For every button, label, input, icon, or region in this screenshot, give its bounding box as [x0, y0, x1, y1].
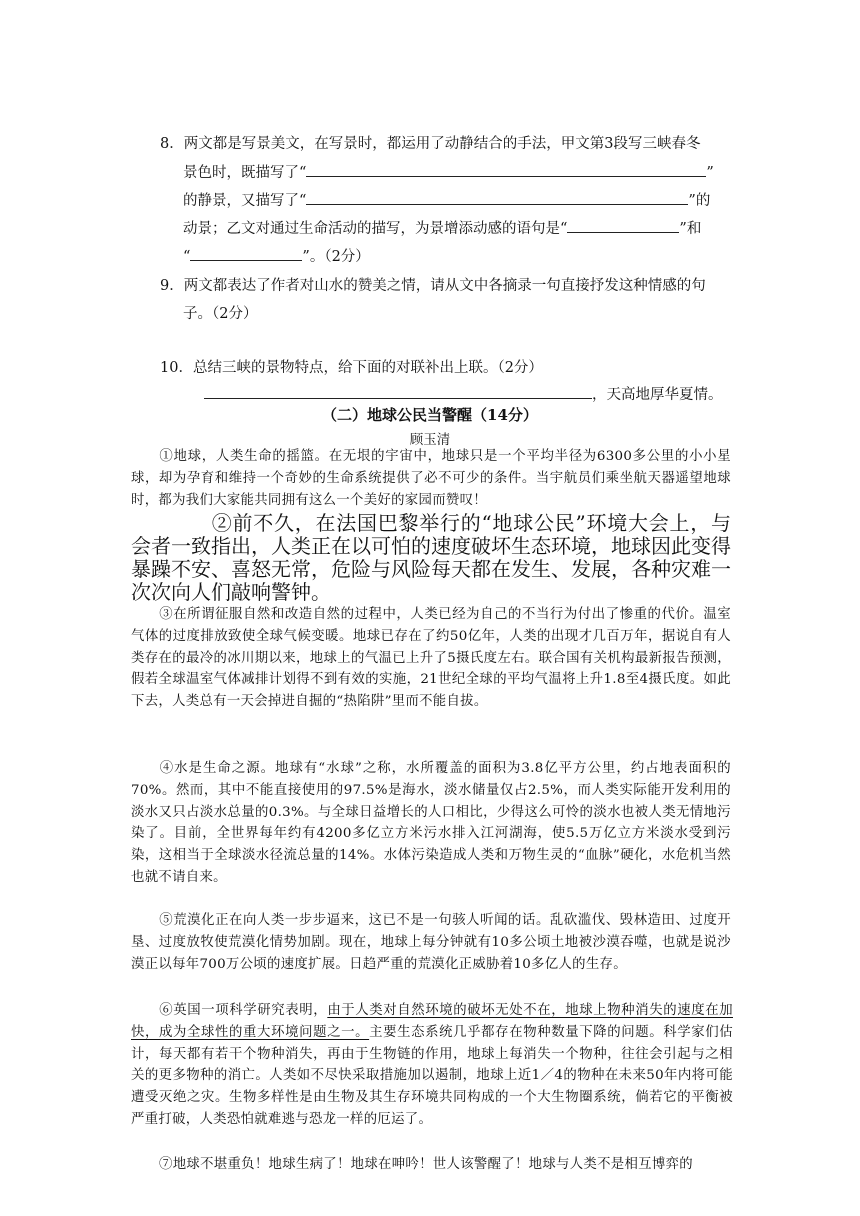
q10-line2: ，天高地厚华夏情。 [204, 380, 723, 409]
answer-blank[interactable] [306, 186, 688, 205]
article-author: 顾玉清 [409, 432, 451, 448]
paragraph-3: ③在所谓征服自然和改造自然的过程中，人类已经为自己的不当行为付出了惨重的代价。温室气体的过度排放致使全球气候变暖。地球已存在了约50亿年，人类的出现才几百万年，据说自有人类存在的最冷的冰川期以来，地球上的气温已上升了5摄氏度左右。联合国有关机构最新报告预测，假若全球温室气体减排计划得不到有效的实施，21世纪全球的平均气温将上升1.8至4摄氏度。如此下去，人类总有一天会掉进自掘的“热陷阱”里而不能自拔。 [131, 607, 731, 710]
paragraph-4: ④水是生命之源。地球有“水球”之称，水所覆盖的面积为3.8亿平方公里，约占地表面积的70%。然而，其中不能直接使用的97.5%是海水，淡水储量仅占2.5%，而人类实际能开发利用的淡水又只占淡水总量的0.3%。与全球日益增长的人口相比，少得这么可怜的淡水也被人类无情地污染了。目前，全世界每年约有4200多亿立方米污水排入江河湖海，使5.5万亿立方米淡水受到污染，这相当于全球淡水径流总量的14%。水体污染造成人类和万物生灵的“血脉”硬化，水危机当然也就不请自来。 [131, 761, 731, 885]
answer-blank[interactable] [204, 380, 592, 399]
q8-line5: “ ”。（2分） [183, 242, 370, 271]
q10-line1: 10．总结三峡的景物特点，给下面的对联补出上联。（2分） [160, 360, 543, 376]
paragraph-7: ⑦地球不堪重负！地球生病了！地球在呻吟！世人该警醒了！地球与人类不是相互博弈的 [159, 1157, 693, 1172]
underlined-sentence: 由于人类对自然环境的破坏无处不在，地球上物种消失的速度在加快，成为全球性的重大环境问题之一。 [131, 1003, 733, 1040]
q9-line2: 子。（2分） [183, 306, 258, 322]
paragraph-6: ⑥英国一项科学研究表明，由于人类对自然环境的破坏无处不在，地球上物种消失的速度在加快，成为全球性的重大环境问题之一。主要生态系统几乎都存在物种数量下降的问题。科学家们估计，每天都有若干个物种消失，再由于生物链的作用，地球上每消失一个物种，往往会引起与之相关的更多物种的消亡。人类如不尽快采取措施加以遏制，地球上近1／4的物种在未来50年内将可能遭受灭绝之灾。生物多样性是由生物及其生存环境共同构成的一个大生物圈系统，倘若它的平衡被严重打破，人类恐怕就难逃与恐龙一样的厄运了。 [131, 1003, 733, 1127]
answer-blank[interactable] [190, 242, 302, 261]
answer-blank[interactable] [567, 214, 679, 233]
paragraph-2: ②前不久，在法国巴黎举行的“地球公民”环境大会上，与会者一致指出，人类正在以可怕的速度破坏生态环境，地球因此变得暴躁不安、喜怒无常，危险与风险每天都在发生、发展，各种灾难一次次向人们敲响警钟。 [131, 511, 731, 604]
q8-line2: 景色时，既描写了“ ” [183, 158, 714, 187]
paragraph-5: ⑤荒漠化正在向人类一步步逼来，这已不是一句骇人听闻的话。乱砍滥伐、毁林造田、过度开垦、过度放牧使荒漠化情势加剧。现在，地球上每分钟就有10多公顷土地被沙漠吞噬，也就是说沙漠正以每年700万公顷的速度扩展。日趋严重的荒漠化正威胁着10多亿人的生存。 [131, 913, 731, 972]
q9-line1: 9．两文都表达了作者对山水的赞美之情，请从文中各摘录一句直接抒发这种情感的句 [160, 278, 706, 294]
answer-blank[interactable] [306, 158, 706, 177]
paragraph-1: ①地球，人类生命的摇篮。在无垠的宇宙中，地球只是一个平均半径为6300多公里的小小星球，却为孕育和维持一个奇妙的生命系统提供了必不可少的条件。当宇航员们乘坐航天器遥望地球时，都为我们大家能共同拥有这么一个美好的家园而赞叹！ [131, 449, 731, 508]
q8-line3: 的静景，又描写了“ ”的 [183, 186, 710, 215]
q8-line1: 8．两文都是写景美文，在写景时，都运用了动静结合的手法，甲文第3段写三峡春冬 [160, 136, 701, 152]
q8-line4: 动景；乙文对通过生命活动的描写，为景增添动感的语句是“ ”和 [183, 214, 701, 243]
article-title: （二）地球公民当警醒（14分） [322, 406, 538, 424]
